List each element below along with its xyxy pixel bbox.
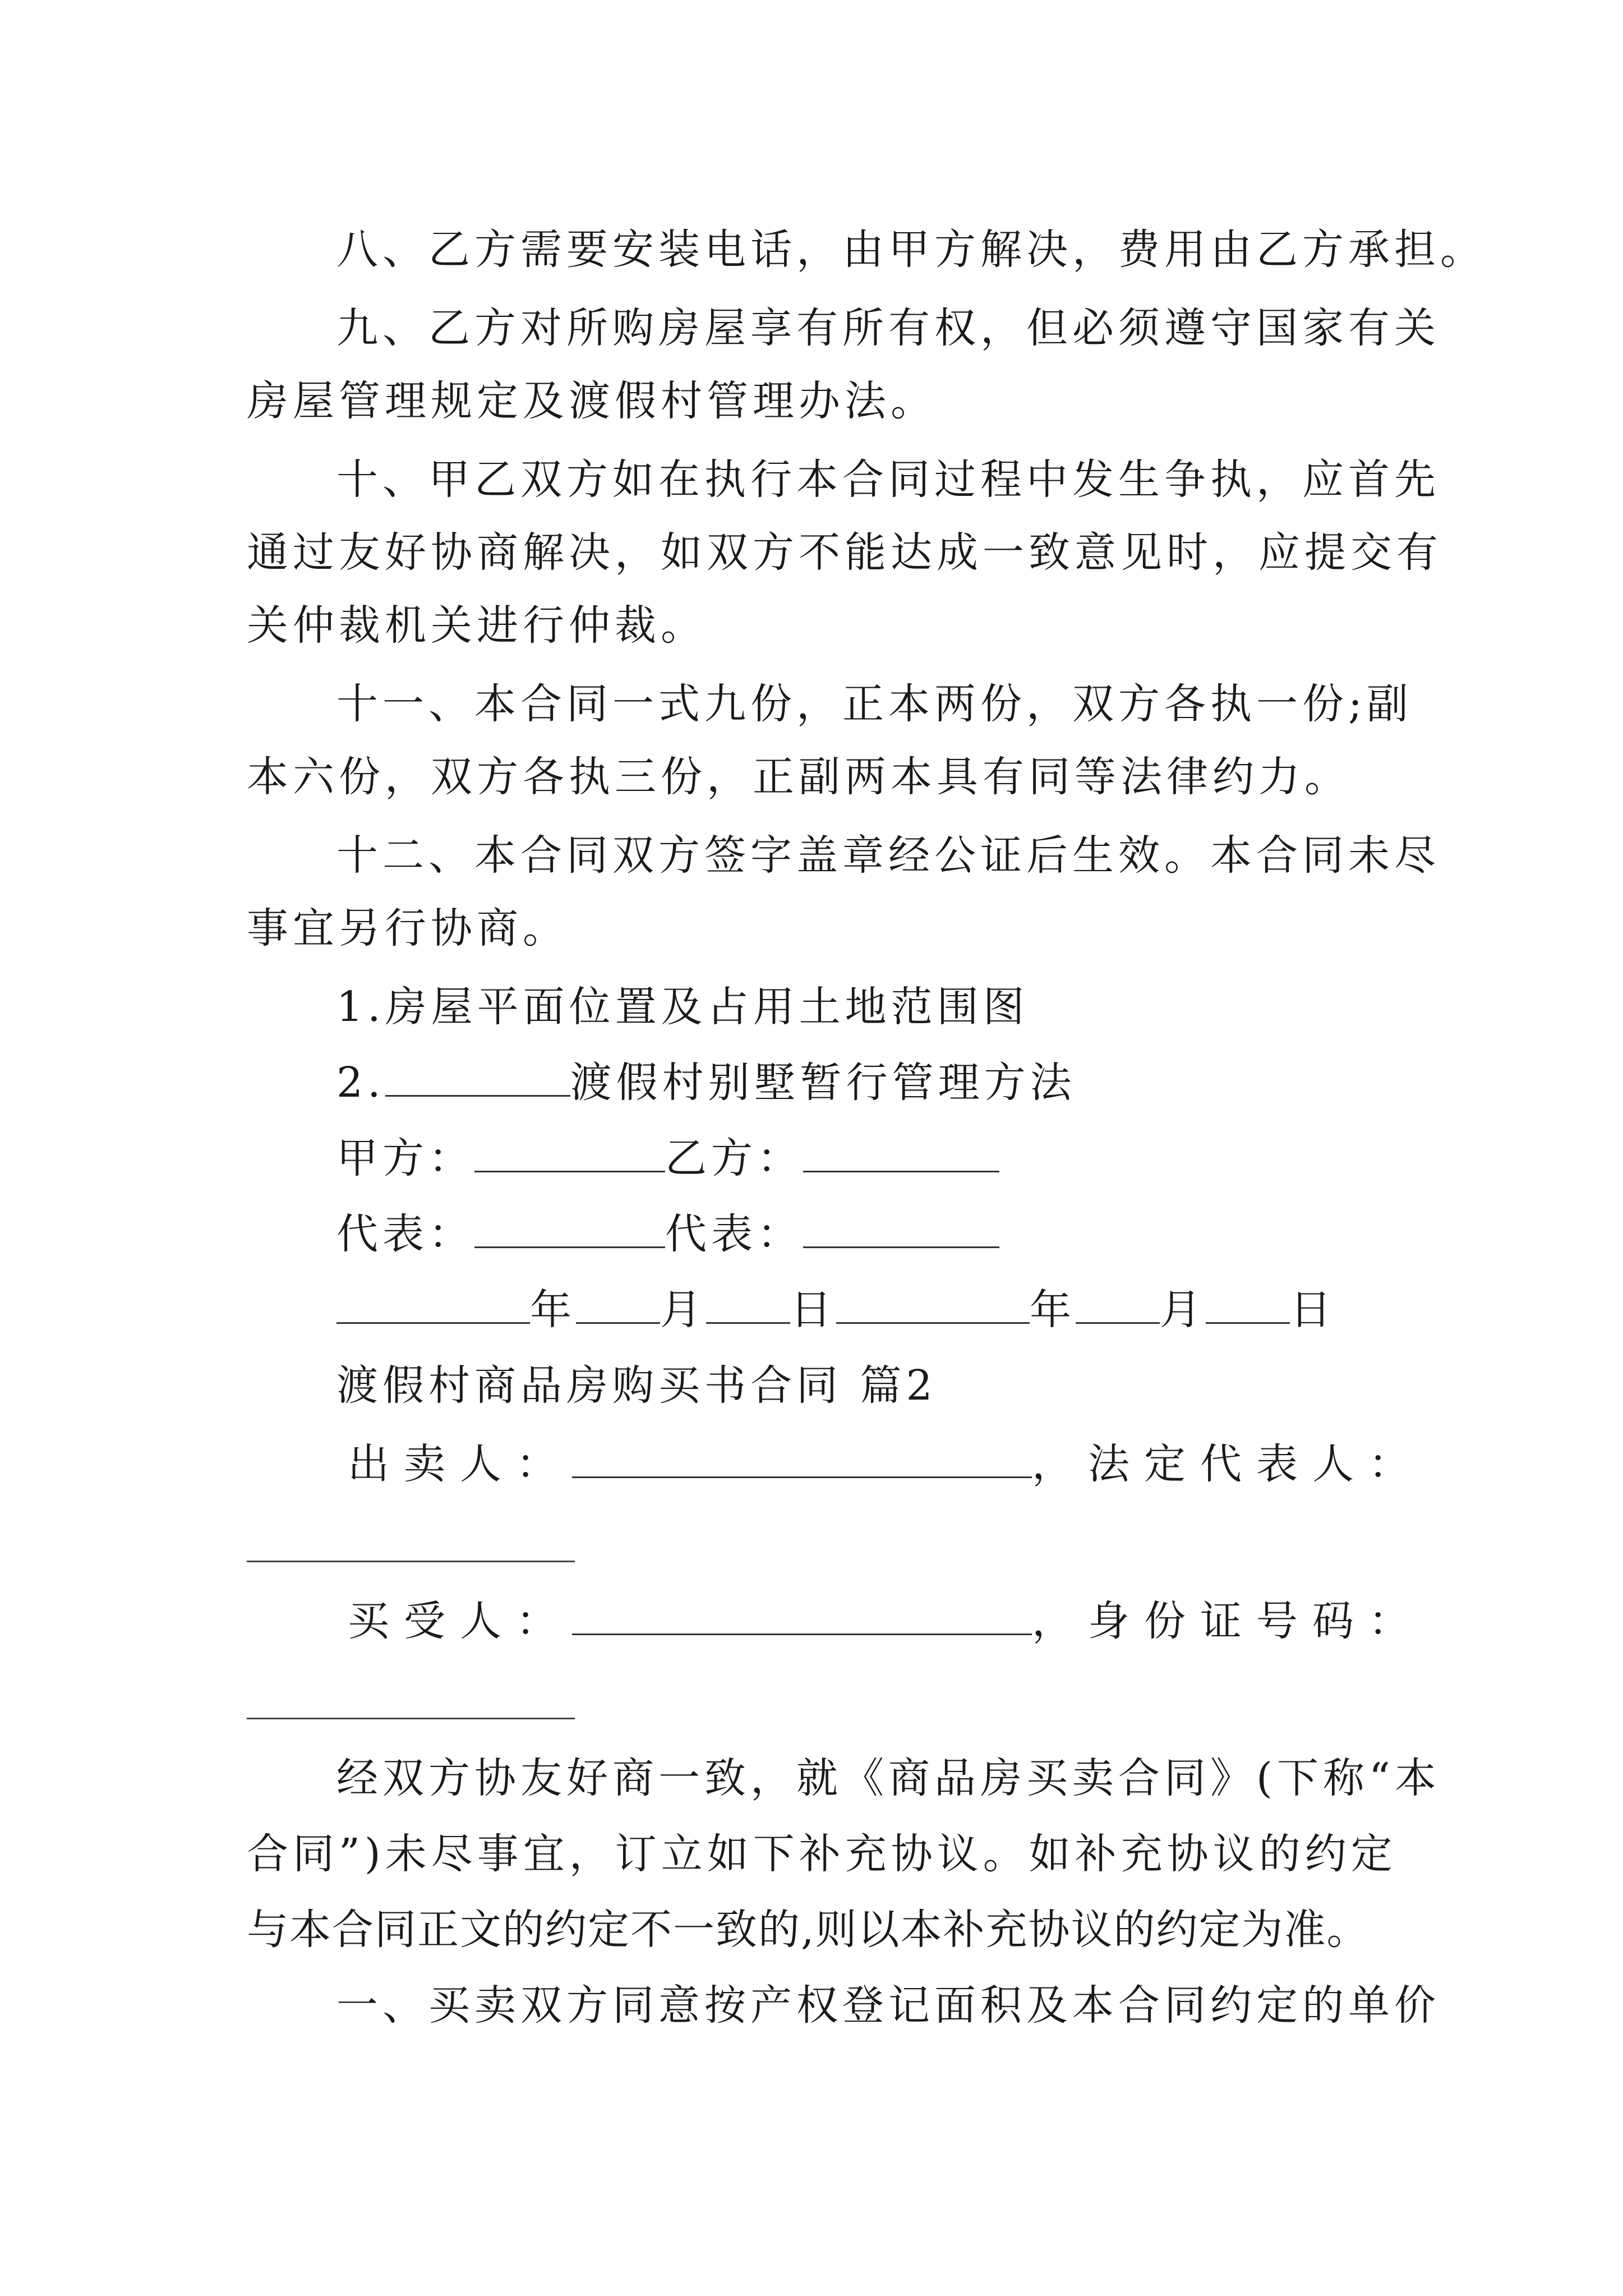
party-row bbox=[336, 1130, 999, 1186]
clause-8: 八、乙方需要安装电话，由甲方解决，费用由乙方承担。 bbox=[336, 226, 1486, 274]
party-a-label: 甲方： bbox=[336, 1134, 474, 1182]
blank-line bbox=[385, 1056, 570, 1097]
month-blank-a bbox=[576, 1283, 660, 1324]
seller-blank bbox=[572, 1437, 1032, 1478]
intro-line-1: 经双方协友好商一致，就《商品房买卖合同》(下称“本 bbox=[336, 1754, 1441, 1802]
day-blank-a bbox=[706, 1283, 790, 1324]
clause-1-line-1: 一、买卖双方同意按产权登记面积及本合同约定的单价 bbox=[336, 1981, 1440, 2030]
party-b-label: 乙方： bbox=[665, 1134, 803, 1182]
year-blank-a bbox=[336, 1283, 530, 1324]
rep-a-blank bbox=[474, 1207, 665, 1248]
id-label: ，身份证号码： bbox=[1032, 1597, 1424, 1645]
clause-10-line-2: 通过友好协商解决，如双方不能达成一致意见时，应提交有 bbox=[247, 528, 1442, 577]
clause-9-line-1: 九、乙方对所购房屋享有所有权，但必须遵守国家有关 bbox=[336, 304, 1440, 352]
month-label-a: 月 bbox=[660, 1286, 706, 1334]
legal-rep-label: ，法定代表人： bbox=[1032, 1440, 1424, 1488]
clause-9-line-2: 房屋管理规定及渡假村管理办法。 bbox=[247, 377, 937, 425]
year-label-b: 年 bbox=[1030, 1286, 1076, 1334]
month-blank-b bbox=[1076, 1283, 1160, 1324]
rep-b-label: 代表： bbox=[665, 1210, 803, 1258]
day-label-a: 日 bbox=[790, 1286, 836, 1334]
day-label-b: 日 bbox=[1290, 1286, 1336, 1334]
clause-12-line-1: 十二、本合同双方签字盖章经公证后生效。本合同未尽 bbox=[336, 831, 1440, 880]
attachment-2 bbox=[336, 1055, 1076, 1111]
section-2-title: 渡假村商品房购买书合同 篇2 bbox=[336, 1361, 937, 1410]
intro-line-3: 与本合同正文的约定不一致的,则以本补充协议的约定为准。 bbox=[247, 1906, 1370, 1954]
attachment-2-prefix: 2. bbox=[336, 1059, 385, 1107]
clause-10-line-3: 关仲裁机关进行仲裁。 bbox=[247, 601, 707, 650]
day-blank-b bbox=[1206, 1283, 1290, 1324]
seller-label: 出卖人： bbox=[348, 1440, 572, 1488]
rep-a-label: 代表： bbox=[336, 1210, 474, 1258]
buyer-row bbox=[348, 1593, 1424, 1649]
buyer-label: 买受人： bbox=[348, 1597, 572, 1645]
year-label-a: 年 bbox=[530, 1286, 576, 1334]
representative-row bbox=[336, 1206, 999, 1262]
id-number-blank bbox=[247, 1718, 575, 1719]
date-row bbox=[336, 1282, 1336, 1338]
legal-rep-blank bbox=[247, 1561, 575, 1562]
clause-11-line-1: 十一、本合同一式九份，正本两份，双方各执一份;副 bbox=[336, 680, 1413, 728]
month-label-b: 月 bbox=[1160, 1286, 1206, 1334]
clause-10-line-1: 十、甲乙双方如在执行本合同过程中发生争执，应首先 bbox=[336, 455, 1440, 504]
intro-line-2: 合同”)未尽事宜，订立如下补充协议。如补充协议的约定 bbox=[247, 1830, 1397, 1878]
clause-12-line-2: 事宜另行协商。 bbox=[247, 904, 569, 953]
clause-11-line-2: 本六份，双方各执三份，正副两本具有同等法律约力。 bbox=[247, 753, 1350, 801]
party-b-blank bbox=[803, 1131, 999, 1172]
rep-b-blank bbox=[803, 1207, 999, 1248]
attachment-2-text: 渡假村别墅暂行管理方法 bbox=[570, 1059, 1076, 1107]
year-blank-b bbox=[836, 1283, 1030, 1324]
buyer-blank bbox=[572, 1594, 1032, 1635]
party-a-blank bbox=[474, 1131, 665, 1172]
attachment-1: 1.房屋平面位置及占用土地范围图 bbox=[336, 983, 1029, 1031]
seller-row bbox=[348, 1436, 1424, 1492]
